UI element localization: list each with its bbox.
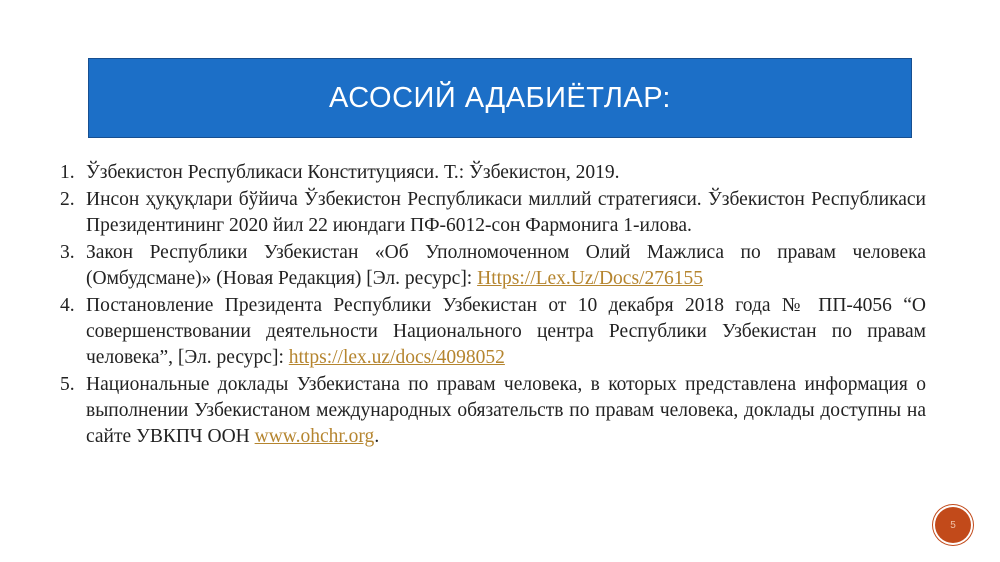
list-item-text: Ўзбекистон Республикаси Конституцияси. Т.: Ўзбекистон, 2019. xyxy=(86,162,620,183)
reference-list xyxy=(60,160,926,451)
slide-title: АСОСИЙ АДАБИЁТЛАР: xyxy=(329,81,671,114)
list-item-text: Инсон ҳуқуқлари бўйича Ўзбекистон Республикаси миллий стратегияси. Ўзбекистон Республикаси Президентининг 2020 йил 22 июндаги ПФ-6012-сон Фармонига 1-илова. xyxy=(86,189,926,236)
reference-link-lex-4098052[interactable]: https://lex.uz/docs/4098052 xyxy=(288,347,505,368)
slide-title-banner xyxy=(88,58,912,138)
list-item-number: 4. xyxy=(60,295,75,316)
list-item xyxy=(60,293,926,371)
list-item-number: 2. xyxy=(60,189,75,210)
reference-link-lex-276155[interactable]: Https://Lex.Uz/Docs/276155 xyxy=(477,268,703,289)
list-item-text: Постановление Президента Республики Узбекистан от 10 декабря 2018 года № ПП-4056 “О совершенствовании деятельности Национального центра Республики Узбекистан по правам человека”, [Эл. ресурс]: xyxy=(86,295,926,368)
list-item-text: Национальные доклады Узбекистана по правам человека, в которых представлена информация о выполнении Узбекистаном международных обязательств по правам человека, доклады доступны на сайте УВКПЧ ООН xyxy=(86,374,926,447)
list-item-trailing-punctuation: . xyxy=(374,426,380,447)
list-item xyxy=(60,240,926,292)
reference-link-ohchr[interactable]: www.ohchr.org xyxy=(254,426,375,447)
list-item xyxy=(60,187,926,239)
list-item-number: 1. xyxy=(60,162,75,183)
list-item xyxy=(60,160,926,186)
list-item xyxy=(60,372,926,450)
list-item-number: 3. xyxy=(60,242,75,263)
list-item-number: 5. xyxy=(60,374,75,395)
page-number: 5 xyxy=(950,519,956,531)
list-item-text: Закон Республики Узбекистан «Об Уполномоченном Олий Мажлиса по правам человека (Омбудсмане)» (Новая Редакция) [Эл. ресурс]: xyxy=(86,242,926,289)
page-number-badge xyxy=(935,507,971,543)
